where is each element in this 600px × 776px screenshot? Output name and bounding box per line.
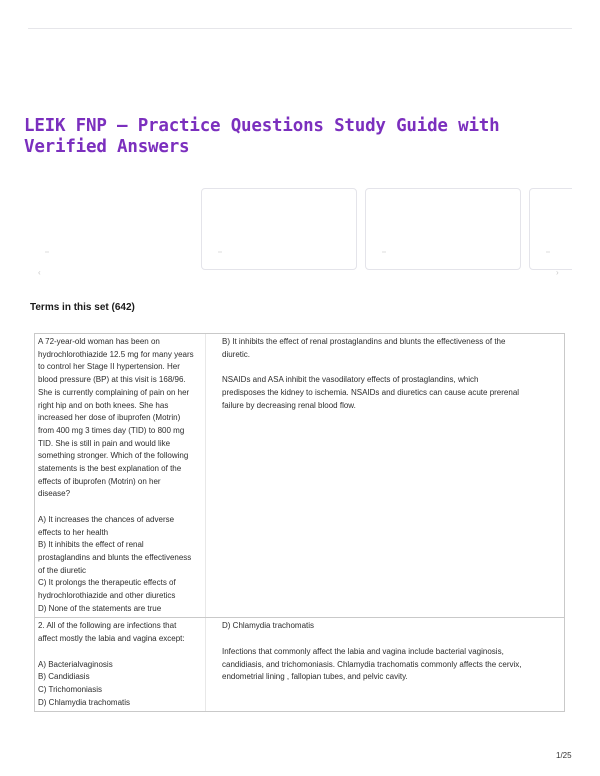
- card-placeholder: [382, 251, 386, 253]
- terms-heading: Terms in this set (642): [30, 302, 135, 313]
- chevron-right-icon[interactable]: ›: [556, 268, 559, 277]
- chevron-left-icon[interactable]: ‹: [38, 268, 41, 277]
- card-placeholder: [546, 251, 550, 253]
- card-placeholder: [45, 251, 49, 253]
- image-carousel: [28, 186, 572, 280]
- term-question: A 72-year-old woman has been on hydrochlorothiazide 12.5 mg for many years to control her Stage II hypertension. Her blood pressure (BP) at this visit is 168/96. She is currently complaining of pain on her right hip and on both knees. She has increased her dose of ibuprofen (Motrin) from 400 mg 3 times day (TID) to 800 mg TID. She is still in pain and would like something stronger. Which of the following statements is the best explanation of the effects of ibuprofen (Motrin) on her disease? A) It increases the chances of adverse effects to her health B) It inhibits the effect of renal prostaglandins and blunts the effectiveness of the diuretic C) It prolongs the therapeutic effects of hydrochlorothiazide and other diuretics D) None of the statements are true: [35, 334, 206, 617]
- term-answer: B) It inhibits the effect of renal prostaglandins and blunts the effectiveness of the diuretic. NSAIDs and ASA inhibit the vasodilatory effects of prostaglandins, which predisposes the kidney to ischemia. NSAIDs and diuretics can cause acute prerenal failure by decreasing renal blood flow.: [222, 337, 520, 410]
- carousel-card-3[interactable]: [365, 188, 521, 270]
- term-answer: D) Chlamydia trachomatis Infections that commonly affect the labia and vagina include bacterial vaginosis, candidiasis, and trichomoniasis. Chlamydia trachomatis commonly affects the cervix, endometrial lining , fallopian tubes, and pelvic cavity.: [222, 621, 522, 682]
- top-divider: [28, 28, 572, 29]
- card-placeholder: [218, 251, 222, 253]
- terms-table: [34, 333, 565, 712]
- carousel-card-2[interactable]: [201, 188, 357, 270]
- carousel-card-1[interactable]: [28, 188, 172, 270]
- document-title: LEIK FNP – Practice Questions Study Guide with Verified Answers: [24, 116, 500, 157]
- term-row: [35, 334, 564, 617]
- term-question: 2. All of the following are infections that affect mostly the labia and vagina except: A) Bacterialvaginosis B) Candidiasis C) Trichomoniasis D) Chlamydia trachomatis: [35, 618, 206, 711]
- carousel-card-4[interactable]: [529, 188, 572, 270]
- page-number: 1/25: [556, 751, 572, 760]
- term-row: [35, 617, 564, 711]
